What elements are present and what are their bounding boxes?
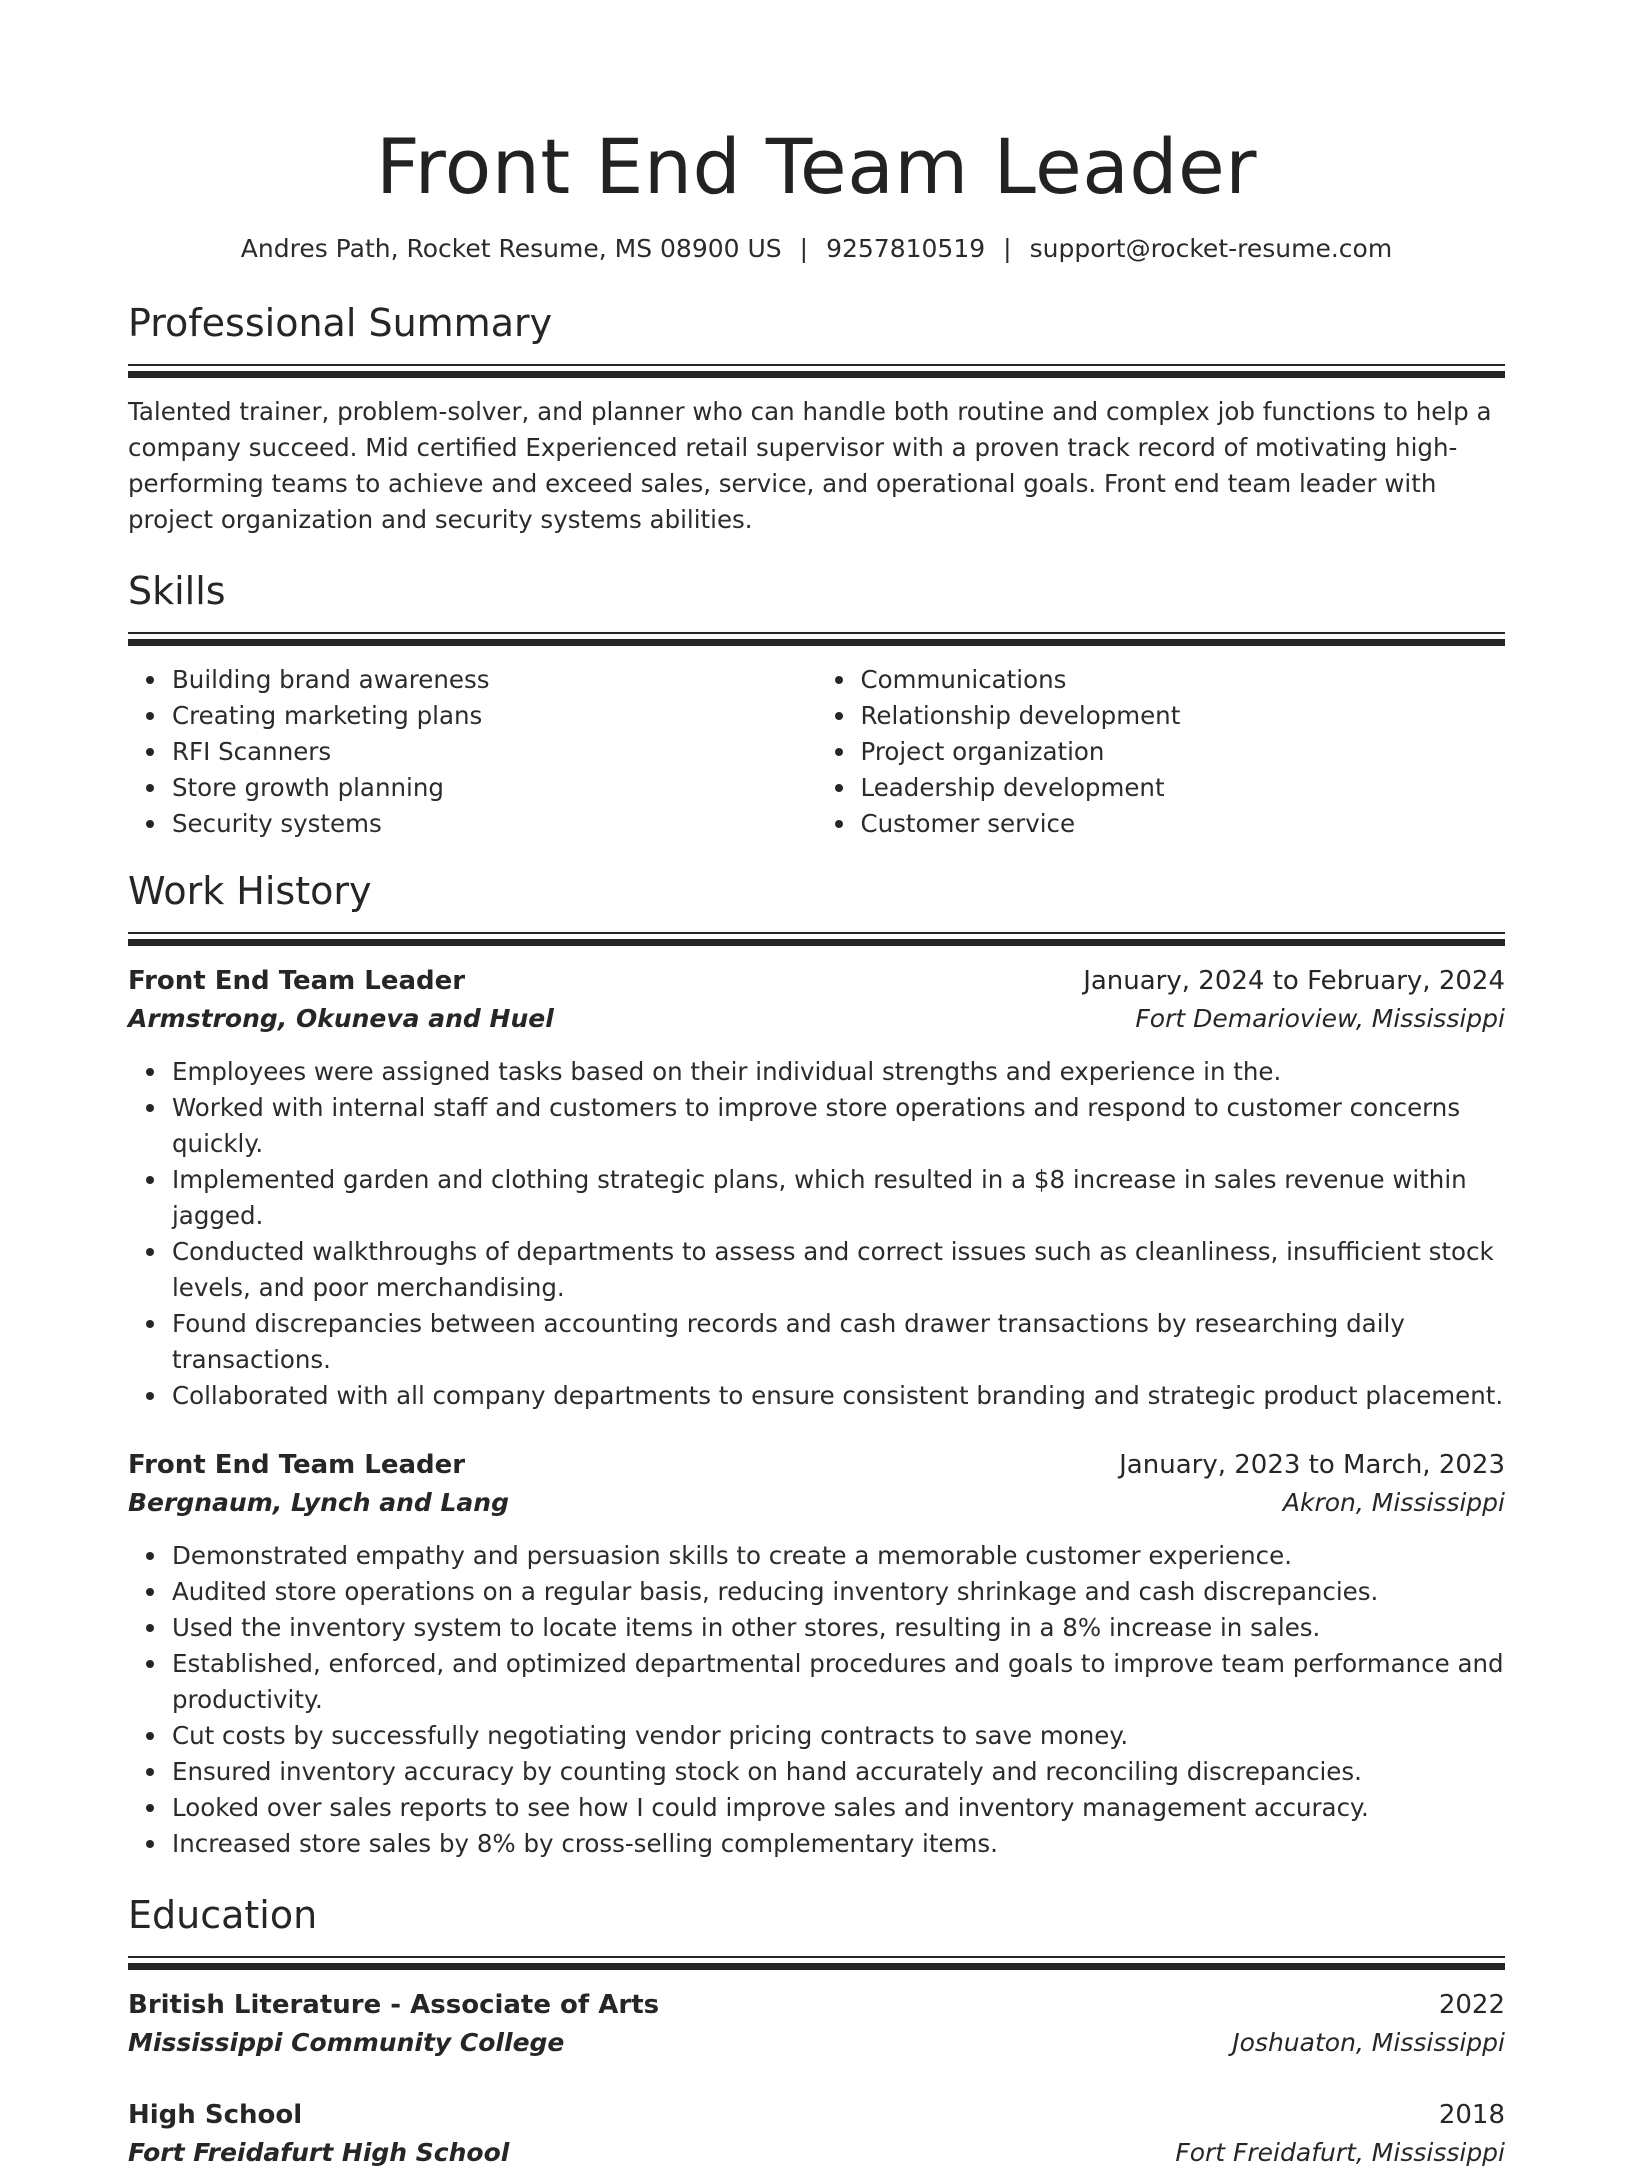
job-entry [128, 1446, 1505, 1862]
job-bullet: Cut costs by successfully negotiating vendor pricing contracts to save money. [172, 1718, 1505, 1754]
job-dates: January, 2023 to March, 2023 [1119, 1450, 1505, 1480]
education-school: Fort Freidafurt High School [128, 2138, 510, 2167]
contact-phone: 9257810519 [826, 234, 986, 263]
skills-heading: Skills [128, 569, 226, 613]
skills-right-column [817, 662, 1506, 842]
job-bullet: Collaborated with all company departments to ensure consistent branding and strategic product placement. [172, 1378, 1505, 1414]
education-location: Joshuaton, Mississippi [1232, 2028, 1505, 2057]
education-header-row [128, 1986, 1505, 2024]
education-location: Fort Freidafurt, Mississippi [1175, 2138, 1505, 2167]
education-degree: British Literature - Associate of Arts [128, 1990, 660, 2020]
job-company: Bergnaum, Lynch and Lang [128, 1488, 509, 1517]
job-bullet: Ensured inventory accuracy by counting stock on hand accurately and reconciling discrepancies. [172, 1754, 1505, 1790]
job-location: Akron, Mississippi [1282, 1488, 1505, 1517]
contact-separator: | [799, 234, 809, 263]
job-bullet: Looked over sales reports to see how I could improve sales and inventory management accuracy. [172, 1790, 1505, 1826]
education-school-row [128, 2024, 1505, 2062]
work-heading: Work History [128, 869, 372, 913]
skill-item: Leadership development [861, 770, 1506, 806]
job-bullet: Implemented garden and clothing strategic plans, which resulted in a $8 increase in sales revenue within jagged. [172, 1162, 1505, 1234]
section-divider-thin [128, 932, 1505, 934]
job-bullet: Established, enforced, and optimized departmental procedures and goals to improve team performance and productivity. [172, 1646, 1505, 1718]
education-entry [128, 1986, 1505, 2062]
section-divider-thin [128, 1956, 1505, 1958]
job-bullets [128, 1054, 1505, 1414]
education-degree: High School [128, 2100, 303, 2130]
job-title: Front End Team Leader [128, 966, 466, 996]
education-year: 2022 [1438, 1990, 1505, 2020]
job-bullet: Increased store sales by 8% by cross-selling complementary items. [172, 1826, 1505, 1862]
job-bullet: Worked with internal staff and customers to improve store operations and respond to customer concerns quickly. [172, 1090, 1505, 1162]
section-divider-thick [128, 939, 1505, 946]
skill-item: Communications [861, 662, 1506, 698]
skills-section [128, 568, 1505, 842]
education-header-row [128, 2096, 1505, 2134]
contact-line [128, 232, 1505, 266]
skill-item: RFI Scanners [172, 734, 817, 770]
skills-columns [128, 662, 1505, 842]
job-bullet: Used the inventory system to locate items in other stores, resulting in a 8% increase in sales. [172, 1610, 1505, 1646]
contact-email: support@rocket-resume.com [1029, 234, 1393, 263]
section-divider-thin [128, 364, 1505, 366]
education-year: 2018 [1438, 2100, 1505, 2130]
skill-item: Creating marketing plans [172, 698, 817, 734]
education-section [128, 1892, 1505, 2172]
summary-heading: Professional Summary [128, 301, 553, 345]
job-dates: January, 2024 to February, 2024 [1083, 966, 1505, 996]
job-bullets [128, 1538, 1505, 1862]
summary-text: Talented trainer, problem-solver, and planner who can handle both routine and complex job functions to help a company succeed. Mid certified Experienced retail supervisor with a proven track record of motivating high-performing teams to achieve and exceed sales, service, and operational goals. Front end team leader with project organization and security systems abilities. [128, 397, 1492, 534]
job-location: Fort Demarioview, Mississippi [1135, 1004, 1505, 1033]
section-divider-thin [128, 632, 1505, 634]
education-heading: Education [128, 1893, 318, 1937]
skill-item: Building brand awareness [172, 662, 817, 698]
summary-section [128, 300, 1505, 538]
skills-left-column [128, 662, 817, 842]
job-company-row [128, 1000, 1505, 1038]
job-entry [128, 962, 1505, 1414]
education-school-row [128, 2134, 1505, 2172]
job-bullet: Conducted walkthroughs of departments to assess and correct issues such as cleanliness, insufficient stock levels, and poor merchandising. [172, 1234, 1505, 1306]
skill-item: Project organization [861, 734, 1506, 770]
job-bullet: Found discrepancies between accounting records and cash drawer transactions by researching daily transactions. [172, 1306, 1505, 1378]
education-entry [128, 2096, 1505, 2172]
job-company: Armstrong, Okuneva and Huel [128, 1004, 554, 1033]
skill-item: Security systems [172, 806, 817, 842]
skill-item: Store growth planning [172, 770, 817, 806]
job-bullet: Demonstrated empathy and persuasion skills to create a memorable customer experience. [172, 1538, 1505, 1574]
skill-item: Relationship development [861, 698, 1506, 734]
contact-separator: | [1003, 234, 1012, 263]
job-bullet: Audited store operations on a regular basis, reducing inventory shrinkage and cash discrepancies. [172, 1574, 1505, 1610]
job-title: Front End Team Leader [128, 1450, 466, 1480]
resume-title: Front End Team Leader [375, 122, 1258, 211]
contact-address: Andres Path, Rocket Resume, MS 08900 US [240, 234, 782, 263]
section-divider-thick [128, 371, 1505, 378]
section-divider-thick [128, 639, 1505, 646]
job-bullet: Employees were assigned tasks based on their individual strengths and experience in the. [172, 1054, 1505, 1090]
work-section [128, 868, 1505, 1862]
skill-item: Customer service [861, 806, 1506, 842]
education-school: Mississippi Community College [128, 2028, 565, 2057]
job-company-row [128, 1484, 1505, 1522]
job-header-row [128, 1446, 1505, 1484]
job-header-row [128, 962, 1505, 1000]
section-divider-thick [128, 1963, 1505, 1970]
